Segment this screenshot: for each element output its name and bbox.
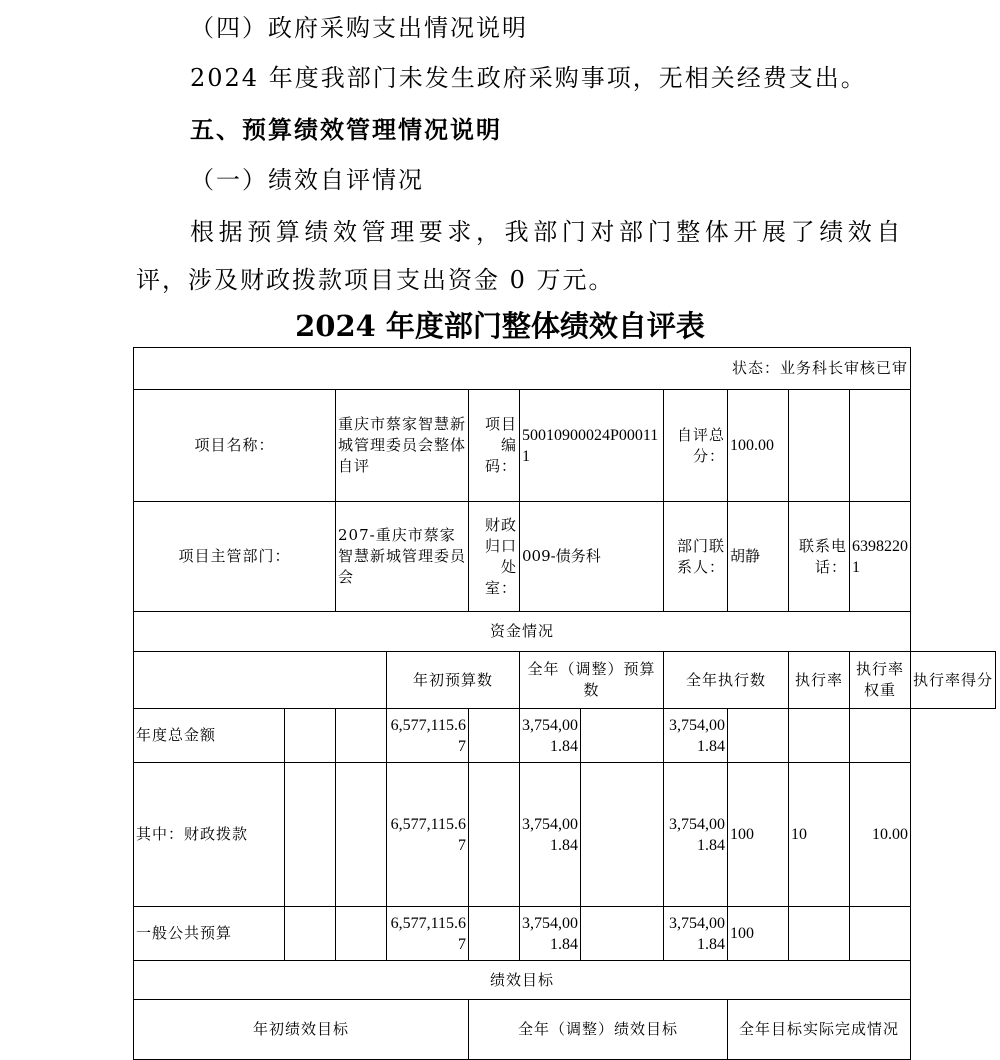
row-label: 年度总金额 [134, 709, 285, 763]
empty-cell [469, 763, 520, 907]
office-value: 009-债务科 [520, 502, 664, 612]
perf-actual-completion: 全年目标实际完成情况 [728, 1000, 911, 1060]
empty-cell [469, 907, 520, 961]
row-weight: 10 [789, 763, 850, 907]
row-label: 其中：财政拨款 [134, 763, 285, 907]
empty-cell [469, 709, 520, 763]
row-executed: 3,754,001.84 [664, 709, 728, 763]
funds-header: 资金情况 [134, 612, 911, 652]
row-initial: 6,577,115.67 [387, 907, 469, 961]
row-initial: 6,577,115.67 [387, 709, 469, 763]
phone-label: 联系电话： [789, 502, 850, 612]
empty-cell [285, 907, 336, 961]
perf-initial-target: 年初绩效目标 [134, 1000, 469, 1060]
dept-label: 项目主管部门： [134, 502, 336, 612]
row-rate [728, 709, 789, 763]
col-adjusted-budget: 全年（调整）预算数 [520, 652, 664, 709]
empty-cell [581, 709, 664, 763]
status-cell: 状态：业务科长审核已审 [134, 348, 911, 390]
row-rate: 100 [728, 763, 789, 907]
section5-heading: 五、预算绩效管理情况说明 [190, 115, 502, 144]
empty-cell [581, 763, 664, 907]
empty-cell [336, 709, 387, 763]
phone-value: 63982201 [850, 502, 911, 612]
self-evaluation-table [133, 347, 996, 1060]
contact-value: 胡静 [728, 502, 789, 612]
col-executed: 全年执行数 [664, 652, 789, 709]
empty-cell [789, 390, 850, 502]
dept-value: 207-重庆市蔡家智慧新城管理委员会 [336, 502, 469, 612]
col-weight: 执行率权重 [850, 652, 911, 709]
section5-1-heading: （一）绩效自评情况 [190, 166, 424, 194]
section5-1-body-line2: 评，涉及财政拨款项目支出资金 0 万元。 [136, 266, 615, 294]
section4-heading: （四）政府采购支出情况说明 [190, 14, 528, 42]
section4-body: 2024 年度我部门未发生政府采购事项，无相关经费支出。 [190, 64, 867, 92]
row-score: 10.00 [850, 763, 911, 907]
row-score [850, 907, 911, 961]
empty-cell [336, 907, 387, 961]
project-code-label: 项目编码： [469, 390, 520, 502]
empty-cell [336, 763, 387, 907]
project-name-label: 项目名称： [134, 390, 336, 502]
col-rate: 执行率 [789, 652, 850, 709]
score-value: 100.00 [728, 390, 789, 502]
col-initial-budget: 年初预算数 [387, 652, 520, 709]
empty-cell [850, 390, 911, 502]
row-adjusted: 3,754,001.84 [520, 709, 581, 763]
contact-label: 部门联系人： [664, 502, 728, 612]
col-score: 执行率得分 [911, 652, 996, 709]
row-weight [789, 709, 850, 763]
perf-adjusted-target: 全年（调整）绩效目标 [469, 1000, 728, 1060]
table-title: 2024 年度部门整体绩效自评表 [295, 309, 705, 343]
score-label: 自评总分： [664, 390, 728, 502]
row-weight [789, 907, 850, 961]
row-score [850, 709, 911, 763]
row-adjusted: 3,754,001.84 [520, 763, 581, 907]
empty-cell [285, 763, 336, 907]
office-label: 财政归口处室： [469, 502, 520, 612]
perf-header: 绩效目标 [134, 961, 911, 1000]
row-executed: 3,754,001.84 [664, 907, 728, 961]
row-label: 一般公共预算 [134, 907, 285, 961]
empty-cell [581, 907, 664, 961]
section5-1-body-line1: 根据预算绩效管理要求，我部门对部门整体开展了绩效自 [190, 218, 905, 246]
row-initial: 6,577,115.67 [387, 763, 469, 907]
empty-cell [134, 652, 387, 709]
row-executed: 3,754,001.84 [664, 763, 728, 907]
row-adjusted: 3,754,001.84 [520, 907, 581, 961]
project-name-value: 重庆市蔡家智慧新城管理委员会整体自评 [336, 390, 469, 502]
project-code-value: 50010900024P000111 [520, 390, 664, 502]
row-rate: 100 [728, 907, 789, 961]
empty-cell [285, 709, 336, 763]
